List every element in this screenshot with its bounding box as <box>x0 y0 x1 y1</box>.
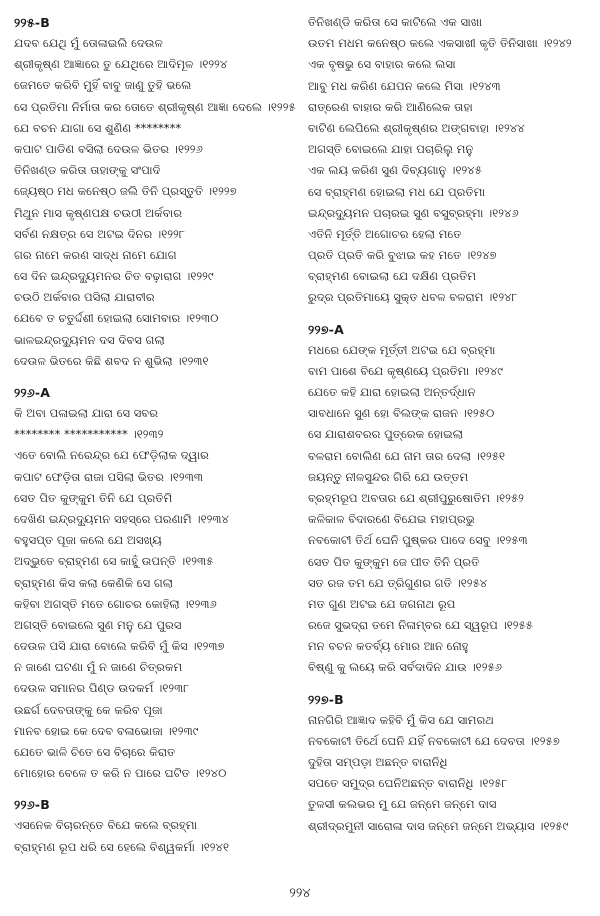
verse-line: ଚଉଠି ଅର୍କବାର ପସିଲା ଯାରାବୀର <box>14 290 155 305</box>
verse-line: ଭାଳଇନ୍ଦ୍ରଦ୍ୟୁମନ ଦସ ଦିବସ ଗଲା <box>14 332 165 347</box>
verse-line: ଅଗସ୍ତି ବୋଇଲେ ଯାହା ପଚାରିଲୁ ମନୁ <box>308 142 474 157</box>
verse-line: ଗର ନାମେ କରଣ ସାଦ୍ଧ ନାମେ ଯୋଗ <box>14 247 177 262</box>
verse-line: ଦୁହିତା ସମ୍ପଡ଼ା ଅଛନ୍ତ ବାରାନିଧି <box>308 755 448 769</box>
verse-line: ଇନ୍ଦ୍ରଦ୍ୟୁମନ ପଚାରଇ ସୁଣ ବସୁବ୍ରହ୍ମା ।୧୨୪୬ <box>308 205 519 220</box>
verse-section <box>308 319 594 679</box>
verse-line: ମାନବ ହୋଇ କେ ଦେବ ବଳାଭୋଜା ।୧୨୩୯ <box>14 723 199 738</box>
section-heading: ୨୨୭-B <box>308 691 344 707</box>
verse-line: କଳିକାଳ ବିଦାରଣେ ବିଯେଇ ମହାପ୍ରଭୁ <box>308 512 475 527</box>
verse-line: ବିଷ୍ଣୁ କୁ ଲୟେ କରି ସର୍ବଦାଦିନ ଯାଉ ।୧୨୫୬ <box>308 660 502 675</box>
verse-line: ସେ ବ୍ରାହ୍ମଣ ହୋଇଲା ମଧ ଯେ ପ୍ରତିମା <box>308 184 486 199</box>
verse-line: କପାଟ ଫେଡ଼ିତା ରାଜା ପସିଲା ଭିତର ।୧୨୩୩ <box>14 469 203 484</box>
verse-section <box>308 689 594 837</box>
verse-line: ବ୍ରାହ୍ମଣ କିସ କଲା କେଣିକି ସେ ଗଲା <box>14 575 174 590</box>
verse-line: ଉଛର୍ଗ ଦେବତାଙ୍କୁ କେ କରିବ ପୂଜା <box>14 702 163 717</box>
verse-line: ଏତିନି ମୂର୍ତ୍ତି ଅଗୋଚର ହେଲା ମତେ <box>308 226 462 241</box>
verse-line: ଶ୍ରୀଦ୍ରମୁନୀ ସାରୋଳା ଦାସ ଜନ୍ମେ ଜନ୍ମେ ଅଭ୍ୟାସ ।୧୨୫୯ <box>308 818 569 833</box>
verse-line: ଦେଖିଣ ଇନ୍ଦ୍ରଦ୍ୟୁମନ ସହସ୍ରେ ପରଣାମି ।୧୨୩୪ <box>14 511 229 526</box>
verse-line: ବ୍ରାହ୍ମଣ ରୂପ ଧରି ସେ ହେଲେ ବିଶ୍ୱକର୍ମା ।୧୨୪୧ <box>14 839 230 854</box>
verse-line: କି ଅବା ପଳାଇଲା ଯାରା ସେ ସବର <box>14 406 158 420</box>
verse-line: ଯେ ବଚନ ଯାଗା ସେ ଶୁଣିଣ ******** <box>14 120 182 135</box>
verse-line: ******** *********** ।୧୨୩୨ <box>14 427 164 442</box>
verse-line: ଜେମତେ କରିବି ମୁହିଁ ବାବୁ ଜାଣୁ ତୁହି ଭଲେ <box>14 78 192 93</box>
verse-line: ଏସନେକ ବିଚାରନ୍ତେ ବିଯେ କଲେ ବ୍ରହ୍ମା <box>14 818 198 833</box>
right-column <box>308 12 594 837</box>
verse-line: ଦେଉଳ ଭିତରେ କିଛି ଶବଦ ନ ଶୁଭିଲା ।୧୨୩୧ <box>14 353 209 368</box>
verse-line: କହିବା ଅଗସ୍ତି ମତେ ଗୋଚର କୋହିଲା ।୧୨୩୬ <box>14 596 217 611</box>
verse-line: ସର୍ବଣ ନକ୍ଷତ୍ର ସେ ଅଟଇ ଦିନର ।୧୨୨୮ <box>14 226 185 241</box>
verse-line: ନବକୋଟୀ ତିର୍ଥେ ଘେନି ଯହିଁ ନବକୋଟୀ ଯେ ଦେବତା ।୧୨୫୭ <box>308 733 560 748</box>
verse-section <box>14 382 300 784</box>
verse-line: ଜୟନ୍ତୁ ନୀଳସୁନ୍ଦର ଗିରି ଯେ ଉତ୍ତମ <box>308 469 469 484</box>
verse-line: ଯେତେ ଭାଳି ଚିତେ ସେ ବିଚାରେ କିରାତ <box>14 745 176 759</box>
verse-line: ସେ ଯାରାଶବରର ପୁତ୍ରେକ ହୋଇଲା <box>308 427 464 442</box>
section-heading: ୨୨୬-A <box>14 385 51 400</box>
verse-line: ଏକ ବୃଷଭୁ ସେ ବାହାର କଲେ ଲସା <box>308 57 456 72</box>
section-heading: ୨୨୬-B <box>14 797 51 813</box>
verse-line: ଦେଉଳ ସମାନର ପିଣ୍ଡ ଉଦକର୍ମ ।୧୨୩୮ <box>14 681 190 696</box>
verse-line: ଆବୁ ମଧ କରିଣ ଯେପନ କଲେ ମିସା ।୧୨୪୩ <box>308 78 501 93</box>
verse-line: ଯେବେ ତ ଚତୁର୍ଦ୍ଦଶୀ ହୋଇଲା ସୋମବାର ।୧୨୩୦ <box>14 311 219 326</box>
verse-line: ଅଦ୍ଭୁତେ ବ୍ରାହ୍ମଣ ସେ କାହୁଁ ଉପନ୍ତି ।୧୨୩୫ <box>14 554 214 569</box>
verse-line: ତିନିଖଣ୍ଡି କରିତା ସେ କାଟିଲେ ଏକ ସାଖା <box>308 15 483 29</box>
verse-section <box>308 12 594 309</box>
verse-line: ନବକୋଟୀ ତିର୍ଥ ଘେନି ପୁଷ୍କର ପାଦେ ସେବୁ ।୧୨୫୩ <box>308 533 528 548</box>
page-number: ୨୨୪ <box>289 886 311 901</box>
verse-line: ମଧରେ ଯେଙ୍କ ମୂର୍ତ୍ତୀ ଅଟଇ ଯେ ବ୍ରହ୍ମା <box>308 342 496 357</box>
verse-line: ସେ ଦିନ ଇନ୍ଦ୍ରଦ୍ୟୁମନର ଚିତ ବଢ଼ାରାଗ ।୧୨୨୯ <box>14 269 214 284</box>
verse-line: ବହୁସପ୍ତ ପୂଜା କଲେ ଯେ ଅସଖ୍ୟ <box>14 533 162 548</box>
verse-line: ବ୍ରାହ୍ମଣ ବୋଇଲା ଯେ ଦକ୍ଷିଣ ପ୍ରତିମ <box>308 269 477 284</box>
verse-line: ଏକ ଲୟ କରିଣ ସୁଣ ଦିବ୍ୟଗାନୁ ।୧୨୪୫ <box>308 163 482 178</box>
verse-line: ବାମ ପାଶେ ବିଯେ କୃଷ୍ଣୟେ ପ୍ରତିମା ।୧୨୪୯ <box>308 363 504 378</box>
verse-line: ରୁଦ୍ର ପ୍ରତିମାୟେ ସୁକ୍ତ ଧବଳ ବଳରାମ ।୧୨୪୮ <box>308 290 518 305</box>
verse-line: ତିନିଖଣ୍ଡ କରିତା ତାହାଙ୍କୁ ସଂପାଦି <box>14 163 161 178</box>
verse-line: ଯଦବ ଯେଥି ମୁଁ ତୋଳାଇଲି ଦେଉଳ <box>14 36 163 50</box>
verse-line: ଯେତେ କହି ଯାରା ହୋଇଲା ଅନ୍ତର୍ଦ୍ଧାନ <box>308 385 476 399</box>
verse-line: ନ ଜାଣେ ଘଟଣା ମୁଁ ନ ଜାଣେ ଚିତ୍ରକମ <box>14 660 183 675</box>
verse-line: ସତ ରଜ ତମ ଯେ ତ୍ରିଗୁଣର ଗତି ।୧୨୫୪ <box>308 575 488 590</box>
verse-line: ବଳରାମ ବୋଲିଣ ଯେ ନାମ ତାର ଦେଲା ।୧୨୫୧ <box>308 448 506 463</box>
verse-line: ରାତ୍ରେଣ ବାହାର କରି ଆଣିଲେକ ତାହା <box>308 99 473 114</box>
verse-line: ପ୍ରତି ପ୍ରତି କରି ବୁଝାଇ କହ ମତେ ।୧୨୪୭ <box>308 248 497 263</box>
verse-line: ସେତ ପିତ କୁଙ୍କୁମ ଜେ ପୀତ ତିନି ପ୍ରତି <box>308 554 480 569</box>
verse-line: ମନ ବଚନ କତର୍ବ୍ୟ ମୋର ଆନ ନୋହୁ <box>308 639 469 654</box>
verse-line: ଉତମ ମଧମ କନେଷ୍ଠ କଲେ ଏକସାଖୀ କୃତି ତିନିସାଖା ।୧୨୪୨ <box>308 36 572 51</box>
verse-line: ସେ ପ୍ରତିମା ନିର୍ମାତା କର ତୋତେ ଶ୍ରୀକୃଷ୍ଣ ଆଜ୍ଞା ଦେଲେ ।୧୨୨୫ <box>14 99 296 114</box>
verse-line: ନାନଗିରି ଆଜ୍ଞାଦ କହିବି ମୁଁ କିସ ଯେ ସାମରଥ <box>308 712 494 727</box>
section-heading: ୨୨୭-A <box>308 321 344 337</box>
verse-line: ସପତେ ସମୁଦ୍ର ଘେନିଅଛନ୍ତ ବାରାନିଧି ।୧୨୫୮ <box>308 776 508 791</box>
left-column <box>14 12 300 858</box>
verse-line: ବ୍ରହ୍ମରୂପ ଅବତାର ଯେ ଶ୍ରୀପୁରୁଷୋତିମ ।୧୨୫୨ <box>308 490 524 505</box>
section-heading: ୨୨୫-B <box>14 15 50 30</box>
verse-line: ମତ ଗୁଣ ଅଟଇ ଯେ ଜଗନାଥ ରୂପ <box>308 596 456 611</box>
verse-line: ବାଟିଣ ଲେପିଲେ ଶ୍ରୀକୃଷ୍ଣର ଅଙ୍ଗବାହା ।୧୨୪୪ <box>308 120 525 135</box>
verse-line: କପାଟ ପାଡିଣ ବସିଲା ଦେଉଳ ଭିତର ।୧୨୨୬ <box>14 141 203 156</box>
verse-line: ମିଥୁନ ମାସ କୃଷ୍ଣପକ୍ଷ ଚଉଠୀ ଅର୍କବାର <box>14 205 183 220</box>
verse-section <box>14 794 300 857</box>
verse-line: ଦେଉଳ ପସି ଯାରା ବୋଲେ କରିବି ମୁଁ କିସ ।୧୨୩୭ <box>14 639 225 654</box>
verse-line: ଶ୍ରୀକୃଷ୍ଣ ଆଜ୍ଞାରେ ତୁ ଯେଥିରେ ଆଦିମୂଳ ।୧୨୨୪ <box>14 57 228 72</box>
verse-line: ରଜେ ସୁଭଦ୍ରା ତମେ ନିଳାମ୍ବର ଯେ ସ୍ୱରୂପ ।୧୨୫୫ <box>308 618 533 633</box>
verse-line: ଜ୍ୟେଷ୍ଠ ମଧ କନେଷ୍ଠ ଜଲି ତିନି ପ୍ରସ୍ତୁତି ।୧୨୨୭ <box>14 184 237 199</box>
verse-section <box>14 12 300 372</box>
verse-line: ସେତ ପିତ କୁଙ୍କୁମ ତିନି ଯେ ପ୍ରତିମି <box>14 490 173 505</box>
verse-line: ଅଗସ୍ତି ବୋଇଲେ ସୁଣ ମନୁ ଯେ ପୁରସ <box>14 617 182 632</box>
verse-line: ମୋହୋର ବେଳେ ତ କରି ନ ପାରେ ଘଟିତ ।୧୨୪୦ <box>14 766 227 781</box>
verse-line: ଏତେ ବୋଲି ନରେନ୍ଦ୍ର ଯେ ଫେଡ଼ିଲାକ ଦ୍ୱାର <box>14 448 209 463</box>
verse-line: ତୁଳସୀ କଲଭର ମୁ ଯେ ଜନ୍ମେ ଜନ୍ମେ ଦାସ <box>308 797 497 812</box>
verse-line: ସାବଧାନେ ସୁଣ ହୋ ବିଲଙ୍କ ରାଜନ ।୧୨୫୦ <box>308 406 495 421</box>
